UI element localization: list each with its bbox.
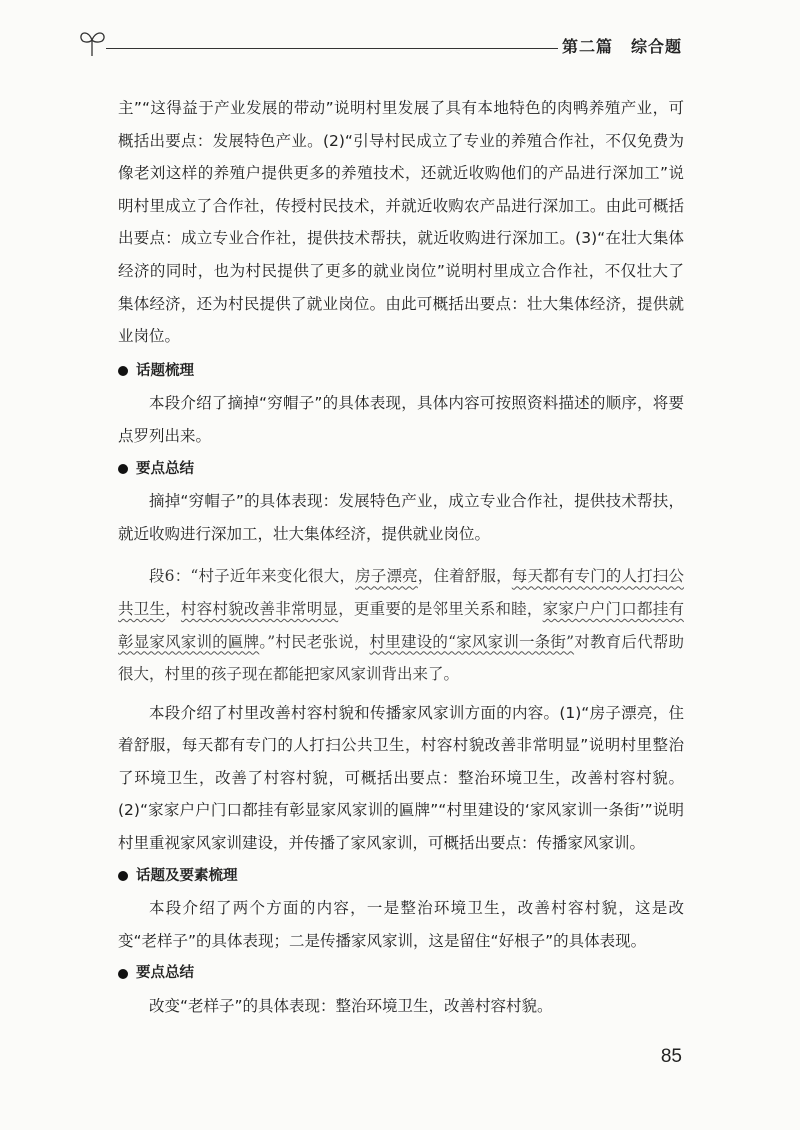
heading-summary-2: 要点总结 [118,957,684,990]
page-header [78,26,682,66]
bullet-icon [118,871,128,881]
heading-topic-elements: 话题及要素梳理 [118,860,684,893]
bullet-icon [118,366,128,376]
bullet-icon [118,464,128,474]
header-rule [106,48,558,49]
paragraph-summary-1: 摘掉“穷帽子”的具体表现：发展特色产业，成立专业合作社，提供技术帮扶，就近收购进行深加工，壮大集体经济，提供就业岗位。 [118,492,684,543]
chapter-part: 第二篇 [561,37,613,56]
heading-summary: 要点总结 [118,453,684,486]
paragraph-analysis-2: 本段介绍了村里改善村容村貌和传播家风家训方面的内容。(1)“房子漂亮，住着舒服，每天都有专门的人打扫公共卫生，村容村貌改善非常明显”说明村里整治了环境卫生，改善了村容村貌，可概括出要点：整治环境卫生，改善村容村貌。(2)“家家户户门口都挂有彰显家风家训的匾牌”“村里建设的‘家风家训一条街’”说明村里重视家风家训建设，并传播了家风家训，可概括出要点：传播家风家训。 [118,703,684,853]
paragraph-topic-1: 本段介绍了摘掉“穷帽子”的具体表现，具体内容可按照资料描述的顺序，将要点罗列出来。 [118,394,684,445]
leaf-icon [78,26,108,60]
page-body [118,92,684,1023]
paragraph-topic-2: 本段介绍了两个方面的内容，一是整治环境卫生，改善村容村貌，这是改变“老样子”的具体表现；二是传播家风家训，这是留住“好根子”的具体表现。 [118,899,684,950]
page-number: 85 [660,1046,682,1067]
bullet-icon [118,969,128,979]
chapter-title [562,34,682,57]
paragraph-analysis-1: 主”“这得益于产业发展的带动”说明村里发展了具有本地特色的肉鸭养殖产业，可概括出要点：发展特色产业。(2)“引导村民成立了专业的养殖合作社，不仅免费为像老刘这样的养殖户提供更多的养殖技术，还就近收购他们的产品进行深加工”说明村里成立了合作社，传授村民技术，并就近收购农产品进行深加工。由此可概括出要点：成立专业合作社，提供技术帮扶，就近收购进行深加工。(3)“在壮大集体经济的同时，也为村民提供了更多的就业岗位”说明村里成立合作社，不仅壮大了集体经济，还为村民提供了就业岗位。由此可概括出要点：壮大集体经济，提供就业岗位。 [118,99,684,346]
paragraph-summary-2: 改变“老样子”的具体表现：整治环境卫生，改善村容村貌。 [149,997,553,1016]
chapter-section: 综合题 [630,37,682,56]
heading-topic: 话题梳理 [118,355,684,388]
quote-paragraph-6: 段6：“村子近年来变化很大，房子漂亮，住着舒服，每天都有专门的人打扫公共卫生，村容村貌改善非常明显，更重要的是邻里关系和睦，家家户户门口都挂有彰显家风家训的匾牌。”村民老张说，村里建设的“家风家训一条街”对教育后代帮助很大，村里的孩子现在都能把家风家训背出来了。 [118,567,684,684]
